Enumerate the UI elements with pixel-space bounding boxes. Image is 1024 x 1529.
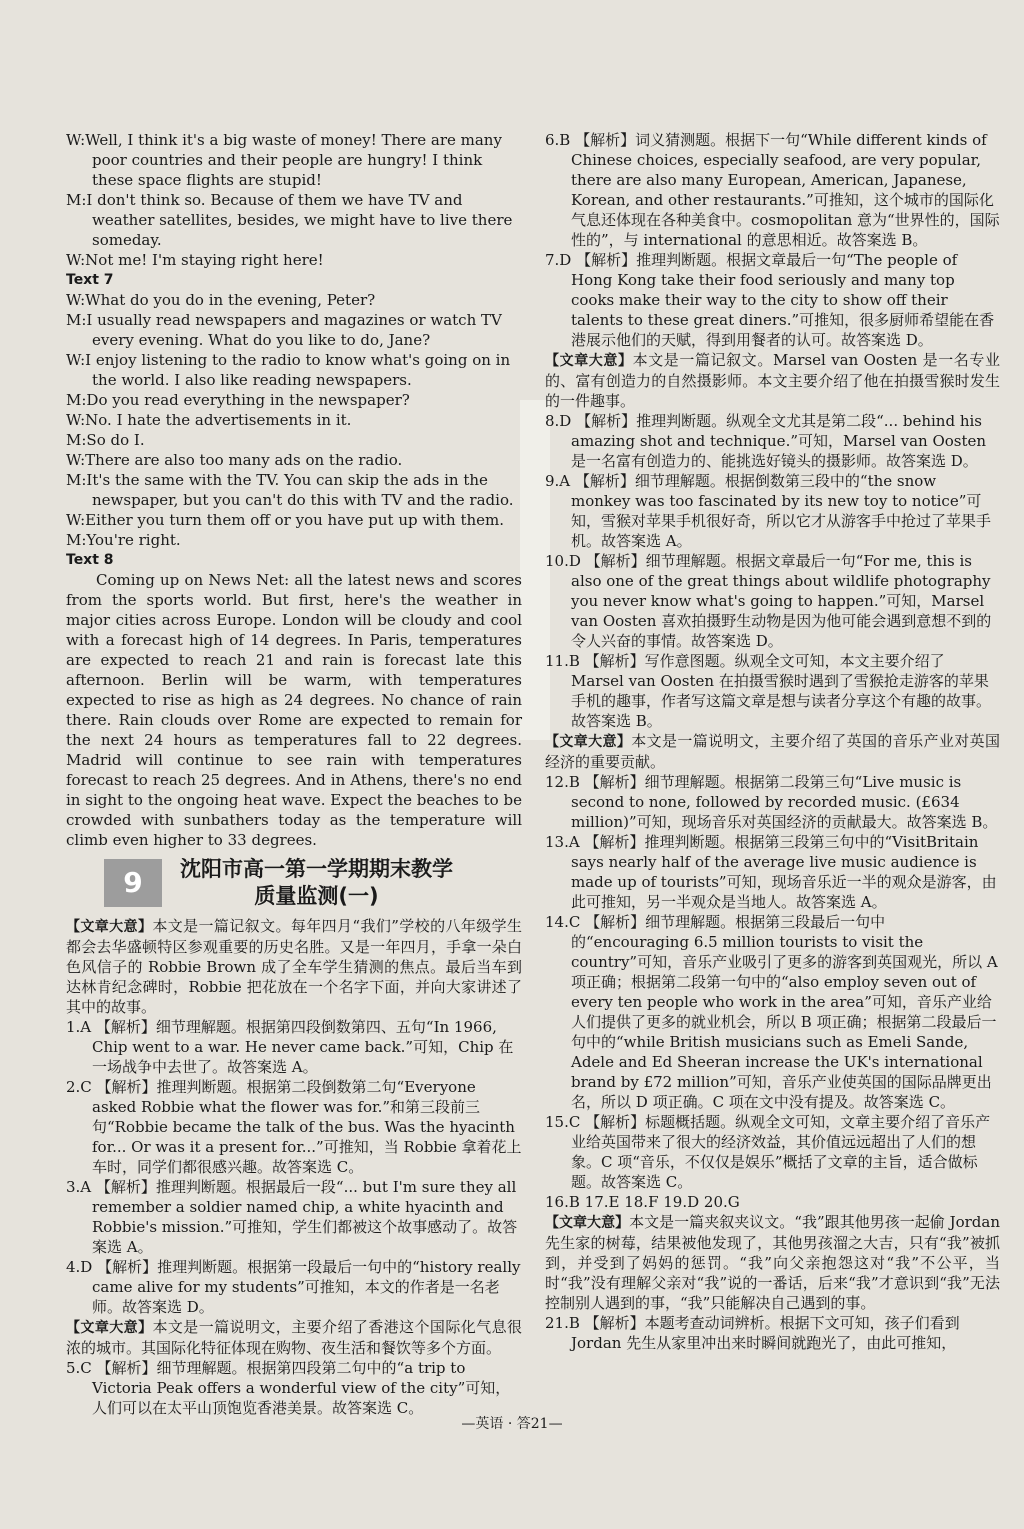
answer-item: 4.D 【解析】推理判断题。根据第一段最后一句中的“history really came alive for my students”可推知，本文的作者是一名老师。故答案选 D。 <box>66 1258 521 1316</box>
summary-tag: 【文章大意】 <box>66 1320 153 1336</box>
text7-heading: Text 7 <box>66 272 114 288</box>
answer-item: 21.B 【解析】本题考查动词辨析。根据下文可知，孩子们看到 Jordan 先生从家里冲出来时瞬间就跑光了，由此可推知， <box>545 1314 960 1352</box>
summary-tag: 【文章大意】 <box>545 734 632 750</box>
article-summary <box>66 1317 522 1358</box>
dialog-line: W:I enjoy listening to the radio to know what's going on in the world. I also like reading newspapers. <box>66 351 511 389</box>
right-column <box>545 130 1000 1353</box>
text8-heading: Text 8 <box>66 552 114 568</box>
summary-text: 本文是一篇说明文，主要介绍了英国的音乐产业对英国经济的重要贡献。 <box>545 732 1000 771</box>
summary-tag: 【文章大意】 <box>545 353 633 369</box>
answer-item: 7.D 【解析】推理判断题。根据文章最后一句“The people of Hong Kong take their food seriously and many top cooks make their way to the city to show off their talents to these great diners.”可推知，很多厨师希望能在香港展示他们的天赋，得到用餐者的认可。故答案选 D。 <box>545 251 995 349</box>
page-footer: —英语 · 答21— <box>461 1416 563 1432</box>
answer-item: 9.A 【解析】细节理解题。根据倒数第三段中的“the snow monkey was too fascinated by its new toy to notice”可知，雪猴对苹果手机很好奇，所以它才从游客手中抢过了苹果手机。故答案选 A。 <box>545 472 992 550</box>
dialog-line: M:I usually read newspapers and magazines or watch TV every evening. What do you like to do, Jane? <box>66 311 502 349</box>
answer-key-line: 16.B 17.E 18.F 19.D 20.G <box>545 1193 740 1211</box>
summary-tag: 【文章大意】 <box>545 1215 630 1231</box>
summary-text: 本文是一篇记叙文。Marsel van Oosten 是一名专业的、富有创造力的自然摄影师。本文主要介绍了他在拍摄雪猴时发生的一件趣事。 <box>545 351 1000 410</box>
answer-item: 15.C 【解析】标题概括题。纵观全文可知，文章主要介绍了音乐产业给英国带来了很大的经济效益，其价值远远超出了人们的想象。C 项“音乐，不仅仅是娱乐”概括了文章的主旨，适合做标题。故答案选 C。 <box>545 1113 991 1191</box>
dialog-line: M:So do I. <box>66 431 145 449</box>
summary-text: 本文是一篇夹叙夹议文。“我”跟其他男孩一起偷 Jordan 先生家的树莓，结果被他发现了，其他男孩溜之大吉，只有“我”被抓到，并受到了妈妈的惩罚。“我”向父亲抱怨这对“我”不公平，当时“我”没有理解父亲对“我”说的一番话，后来“我”才意识到“我”无法控制别人遇到的事，“我”只能解决自己遇到的事。 <box>545 1213 1001 1312</box>
dialog-line: M:I don't think so. Because of them we have TV and weather satellites, besides, we might have to live there someday. <box>66 191 513 249</box>
answer-item: 12.B 【解析】细节理解题。根据第二段第三句“Live music is second to none, followed by recorded music. (£634 million)”可知，现场音乐对英国经济的贡献最大。故答案选 B。 <box>545 773 998 831</box>
article-summary <box>545 731 1000 772</box>
dialog-line: W:What do you do in the evening, Peter? <box>66 291 376 309</box>
dialog-line: W:Well, I think it's a big waste of money! There are many poor countries and their people are hungry! I think these space flights are stupid! <box>66 131 502 189</box>
left-column <box>66 130 522 1418</box>
answer-item: 13.A 【解析】推理判断题。根据第三段第三句中的“VisitBritain says nearly half of the average live music audience is made up of tourists”可知，现场音乐近一半的观众是游客，由此可推知，另一半观众是当地人。故答案选 A。 <box>545 833 997 911</box>
dialog-line: W:No. I hate the advertisements in it. <box>66 411 352 429</box>
dialog-line: W:Not me! I'm staying right here! <box>66 251 324 269</box>
section-number-badge: 9 <box>104 859 162 907</box>
answer-item: 10.D 【解析】细节理解题。根据文章最后一句“For me, this is also one of the great things about wildlife photography you never know what's going to happen.”可知，Marsel van Oosten 喜欢拍摄野生动物是因为他可能会遇到意想不到的令人兴奋的事情。故答案选 D。 <box>545 552 992 650</box>
section-title-text <box>180 856 453 910</box>
dialog-line: W:There are also too many ads on the radio. <box>66 451 403 469</box>
answer-item: 6.B 【解析】词义猜测题。根据下一句“While different kinds of Chinese choices, especially seafood, are very popular, there are also many European, American, Japanese, Korean, and other restaurants.”可推知，这个城市的国际化气息还体现在各种美食中。cosmopolitan 意为“世界性的，国际性的”，与 international 的意思相近。故答案选 B。 <box>545 131 1000 249</box>
answer-item: 3.A 【解析】推理判断题。根据最后一段“... but I'm sure they all remember a soldier named chip, a white hyacinth and Robbie's mission.”可推知，学生们都被这个故事感动了。故答案选 A。 <box>66 1178 518 1256</box>
dialog-line: M:You're right. <box>66 531 181 549</box>
answer-item: 11.B 【解析】写作意图题。纵观全文可知，本文主要介绍了 Marsel van Oosten 在拍摄雪猴时遇到了雪猴抢走游客的苹果手机的趣事，作者写这篇文章是想与读者分享这个有趣的故事。故答案选 B。 <box>545 652 992 730</box>
answer-item: 8.D 【解析】推理判断题。纵观全文尤其是第二段“... behind his amazing shot and technique.”可知，Marsel van Oosten 是一名富有创造力的、能挑选好镜头的摄影师。故答案选 D。 <box>545 412 987 470</box>
summary-text: 本文是一篇记叙文。每年四月“我们”学校的八年级学生都会去华盛顿特区参观重要的历史名胜。又是一年四月，手拿一朵白色风信子的 Robbie Brown 成了全车学生猜测的焦点。最后当车到达林肯纪念碑时，Robbie 把花放在一个名字下面，并向大家讲述了其中的故事。 <box>66 917 523 1016</box>
summary-text: 本文是一篇说明文，主要介绍了香港这个国际化气息很浓的城市。其国际化特征体现在购物、夜生活和餐饮等多个方面。 <box>66 1318 522 1357</box>
dialog-line: W:Either you turn them off or you have put up with them. <box>66 511 505 529</box>
article-summary <box>545 350 1000 411</box>
section-title-line2: 质量监测(一) <box>254 884 379 908</box>
answer-item: 5.C 【解析】细节理解题。根据第四段第二句中的“a trip to Victoria Peak offers a wonderful view of the city”可知，人们可以在太平山顶饱览香港美景。故答案选 C。 <box>66 1359 511 1417</box>
article-summary <box>545 1212 1000 1313</box>
dialog-line: M:Do you read everything in the newspaper? <box>66 391 410 409</box>
section-title-line1: 沈阳市高一第一学期期末教学 <box>180 857 453 881</box>
answer-item: 1.A 【解析】细节理解题。根据第四段倒数第四、五句“In 1966, Chip went to a war. He never came back.”可知，Chip 在一场战争中去世了。故答案选 A。 <box>66 1018 514 1076</box>
summary-tag: 【文章大意】 <box>66 919 153 935</box>
section-title <box>104 856 522 910</box>
text8-passage: Coming up on News Net: all the latest news and scores from the sports world. But first, here's the weather in major cities across Europe. London will be cloudy and cool with a forecast high of 14 degrees. In Paris, temperatures are expected to reach 21 and rain is forecast late this afternoon. Berlin will be warm, with temperatures expected to rise as high as 24 degrees. No chance of rain there. Rain clouds over Rome are expected to remain for the next 24 hours as temperatures fall to 22 degrees. Madrid will continue to see rain with temperatures forecast to reach 25 degrees. And in Athens, there's no end in sight to the ongoing heat wave. Expect the beaches to be crowded with sunbathers today as the temperature will climb even higher to 33 degrees. <box>66 571 522 849</box>
answer-item: 2.C 【解析】推理判断题。根据第二段倒数第二句“Everyone asked Robbie what the flower was for.”和第三段前三句“Robbie became the talk of the bus. Was the hyacinth for... Or was it a present for...”可推知，当 Robbie 拿着花上车时，同学们都很感兴趣。故答案选 C。 <box>66 1078 522 1176</box>
answer-item: 14.C 【解析】细节理解题。根据第三段最后一句中的“encouraging 6.5 million tourists to visit the country”可知，音乐产业吸引了更多的游客到英国观光，所以 A 项正确；根据第二段第一句中的“also employ seven out of every ten people who work in the area”可知，音乐产业给人们提供了更多的就业机会，所以 B 项正确；根据第二段最后一句中的“while British musicians such as Emeli Sande, Adele and Ed Sheeran increase the UK's international brand by £72 million”可知，音乐产业使英国的国际品牌更出名，所以 D 项正确。C 项在文中没有提及。故答案选 C。 <box>545 913 998 1111</box>
article-summary <box>66 916 522 1017</box>
dialog-line: M:It's the same with the TV. You can skip the ads in the newspaper, but you can't do this with TV and the radio. <box>66 471 514 509</box>
